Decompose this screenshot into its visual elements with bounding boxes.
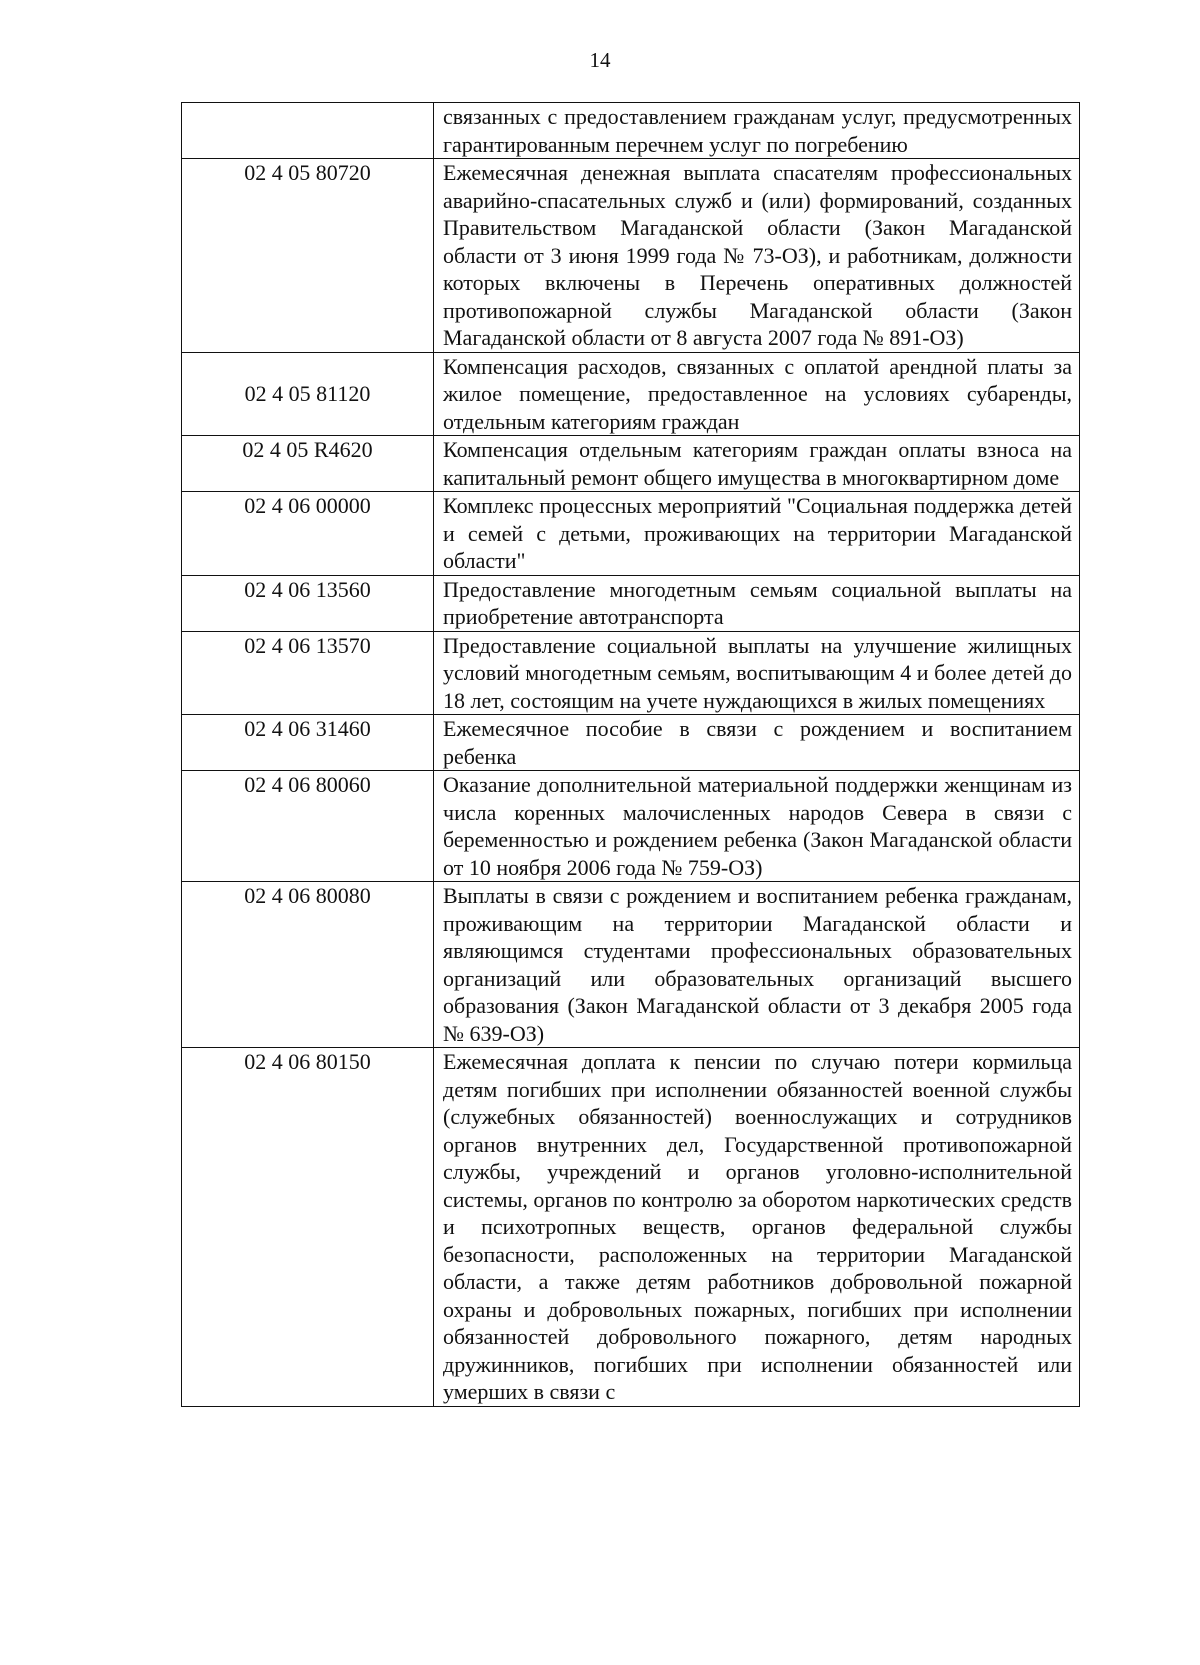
code-text: 02 4 06 80150 xyxy=(244,1049,371,1074)
table-row xyxy=(182,436,1080,492)
description-text: Оказание дополнительной материальной поддержки женщинам из числа коренных малочисленных народов Севера в связи с беременностью и рождением ребенка (Закон Магаданской области от 10 ноября 2006 года № 759-ОЗ) xyxy=(443,772,1072,880)
description-text: Выплаты в связи с рождением и воспитанием ребенка гражданам, проживающим на территории Магаданской области и являющимся студентами профессиональных образовательных организаций или образовательных организаций высшего образования (Закон Магаданской области от 3 декабря 2005 года № 639-ОЗ) xyxy=(443,883,1072,1046)
table-row xyxy=(182,631,1080,715)
table-row xyxy=(182,492,1080,576)
code-cell xyxy=(182,103,434,159)
code-text: 02 4 05 R4620 xyxy=(242,437,373,462)
code-cell xyxy=(182,882,434,1048)
table-row xyxy=(182,715,1080,771)
description-cell xyxy=(434,159,1080,353)
code-text: 02 4 06 13560 xyxy=(244,576,371,602)
description-text: Комплекс процессных мероприятий "Социальная поддержка детей и семей с детьми, проживающих на территории Магаданской области" xyxy=(443,493,1072,573)
code-cell xyxy=(182,436,434,492)
code-cell xyxy=(182,715,434,771)
description-text: Ежемесячное пособие в связи с рождением и воспитанием ребенка xyxy=(443,716,1072,769)
table-row xyxy=(182,159,1080,353)
description-cell xyxy=(434,771,1080,882)
code-cell xyxy=(182,492,434,576)
description-cell xyxy=(434,631,1080,715)
description-cell xyxy=(434,575,1080,631)
description-text: Ежемесячная денежная выплата спасателям профессиональных аварийно-спасательных служб и (или) формирований, созданных Правительством Магаданской области (Закон Магаданской области от 3 июня 1999 года № 73-ОЗ), и работникам, должности которых включены в Перечень оперативных должностей противопожарной службы Магаданской области (Закон Магаданской области от 8 августа 2007 года № 891-ОЗ) xyxy=(443,160,1072,350)
code-text: 02 4 05 81120 xyxy=(244,380,371,406)
code-cell xyxy=(182,352,434,436)
code-cell xyxy=(182,631,434,715)
table-row xyxy=(182,352,1080,436)
code-text: 02 4 06 31460 xyxy=(244,716,371,741)
table-row xyxy=(182,771,1080,882)
code-cell xyxy=(182,1048,434,1407)
code-text: 02 4 06 80060 xyxy=(244,772,371,797)
description-text: Ежемесячная доплата к пенсии по случаю потери кормильца детям погибших при исполнении обязанностей военной службы (служебных обязанностей) военнослужащих и сотрудников органов внутренних дел, Государственной противопожарной службы, учреждений и органов уголовно-исполнительной системы, органов по контролю за оборотом наркотических средств и психотропных веществ, органов федеральной службы безопасности, расположенных на территории Магаданской области, а также детям работников добровольной пожарной охраны и добровольных пожарных, погибших при исполнении обязанностей добровольного пожарного, детям народных дружинников, погибших при исполнении обязанностей или умерших в связи с xyxy=(443,1049,1072,1404)
description-text: Компенсация расходов, связанных с оплатой арендной платы за жилое помещение, предоставленное на условиях субаренды, отдельным категориям граждан xyxy=(443,353,1072,434)
description-cell xyxy=(434,1048,1080,1407)
table-row xyxy=(182,1048,1080,1407)
code-text: 02 4 06 00000 xyxy=(244,493,371,518)
table-row xyxy=(182,575,1080,631)
description-cell xyxy=(434,103,1080,159)
code-cell xyxy=(182,159,434,353)
table-row xyxy=(182,882,1080,1048)
description-text: Предоставление многодетным семьям социальной выплаты на приобретение автотранспорта xyxy=(443,576,1072,629)
description-cell xyxy=(434,715,1080,771)
table-row xyxy=(182,103,1080,159)
description-cell xyxy=(434,436,1080,492)
description-text: Предоставление социальной выплаты на улучшение жилищных условий многодетным семьям, воспитывающим 4 и более детей до 18 лет, состоящим на учете нуждающихся в жилых помещениях xyxy=(443,632,1072,713)
description-cell xyxy=(434,352,1080,436)
description-text: связанных с предоставлением гражданам услуг, предусмотренных гарантированным перечнем услуг по погребению xyxy=(443,104,1072,157)
code-text: 02 4 05 80720 xyxy=(244,160,371,185)
code-cell xyxy=(182,771,434,882)
code-text: 02 4 06 13570 xyxy=(244,632,371,658)
description-cell xyxy=(434,492,1080,576)
description-cell xyxy=(434,882,1080,1048)
code-cell xyxy=(182,575,434,631)
description-text: Компенсация отдельным категориям граждан оплаты взноса на капитальный ремонт общего имущества в многоквартирном доме xyxy=(443,437,1072,490)
budget-classification-table xyxy=(181,102,1080,1407)
code-text: 02 4 06 80080 xyxy=(244,883,371,908)
page-number: 14 xyxy=(589,48,611,72)
